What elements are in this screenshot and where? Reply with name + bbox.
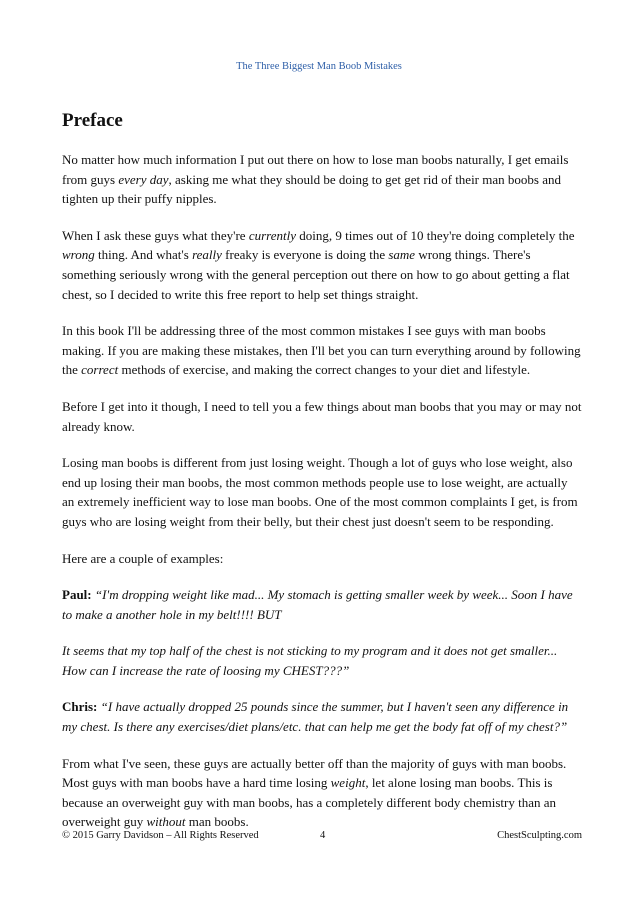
paragraph: In this book I'll be addressing three of the most common mistakes I see guys with man boobs making. If you are making these mistakes, then I'll bet you can turn everything around by following the correct methods of exercise, and making the correct changes to your diet and lifestyle. [62, 323, 581, 378]
quote-speaker: Chris: [62, 699, 98, 715]
paragraph: No matter how much information I put out there on how to lose man boobs naturally, I get emails from guys every day, asking me what they should be doing to get get rid of their man boobs and tighten up their puffy nipples. [62, 152, 569, 207]
paragraph: From what I've seen, these guys are actually better off than the majority of guys with man boobs. Most guys with man boobs have a hard time losing weight, let alone losing man boobs. This is because an overweight guy with man boobs, has a completely different body chemistry than an overweight guy without man boobs. [62, 755, 567, 830]
paragraph: When I ask these guys what they're currently doing, 9 times out of 10 they're doing completely the wrong thing. And what's really freaky is everyone is doing the same wrong things. There's something seriously wrong with the general perception out there on how to go about getting a flat chest, so I decided to write this free report to help set things straight. [62, 227, 575, 302]
quote-paul-continued: It seems that my top half of the chest is not sticking to my program and it does not get smaller... How can I increase the rate of loosing my CHEST???” [62, 643, 558, 678]
page-footer [62, 830, 582, 841]
quote-speaker: Paul: [62, 587, 92, 603]
running-header: The Three Biggest Man Boob Mistakes [236, 61, 402, 72]
paragraph: Before I get into it though, I need to tell you a few things about man boobs that you may or may not already know. [62, 398, 582, 434]
quote-chris: Chris: “I have actually dropped 25 pounds since the summer, but I haven't seen any difference in my chest. Is there any exercises/diet plans/etc. that can help me get the body fat off of my chest?” [62, 699, 569, 735]
site-name: ChestSculpting.com [497, 830, 582, 841]
paragraph: Losing man boobs is different from just losing weight. Though a lot of guys who lose weight, also end up losing their man boobs, the most common methods people use to lose weight, are actually an extremely inefficient way to lose man boobs. One of the most common complaints I get, is from guys who are losing weight from their belly, but their chest just doesn't seem to be responding. [62, 455, 578, 529]
quote-paul: Paul: “I'm dropping weight like mad... My stomach is getting smaller week by week... Soon I have to make a another hole in my belt!!!! BUT [62, 587, 573, 622]
body-text [62, 150, 582, 849]
copyright-notice: © 2015 Garry Davidson – All Rights Reserved [62, 830, 259, 841]
paragraph: Here are a couple of examples: [62, 550, 224, 566]
page-number: 4 [320, 830, 326, 841]
section-heading: Preface [62, 110, 123, 131]
